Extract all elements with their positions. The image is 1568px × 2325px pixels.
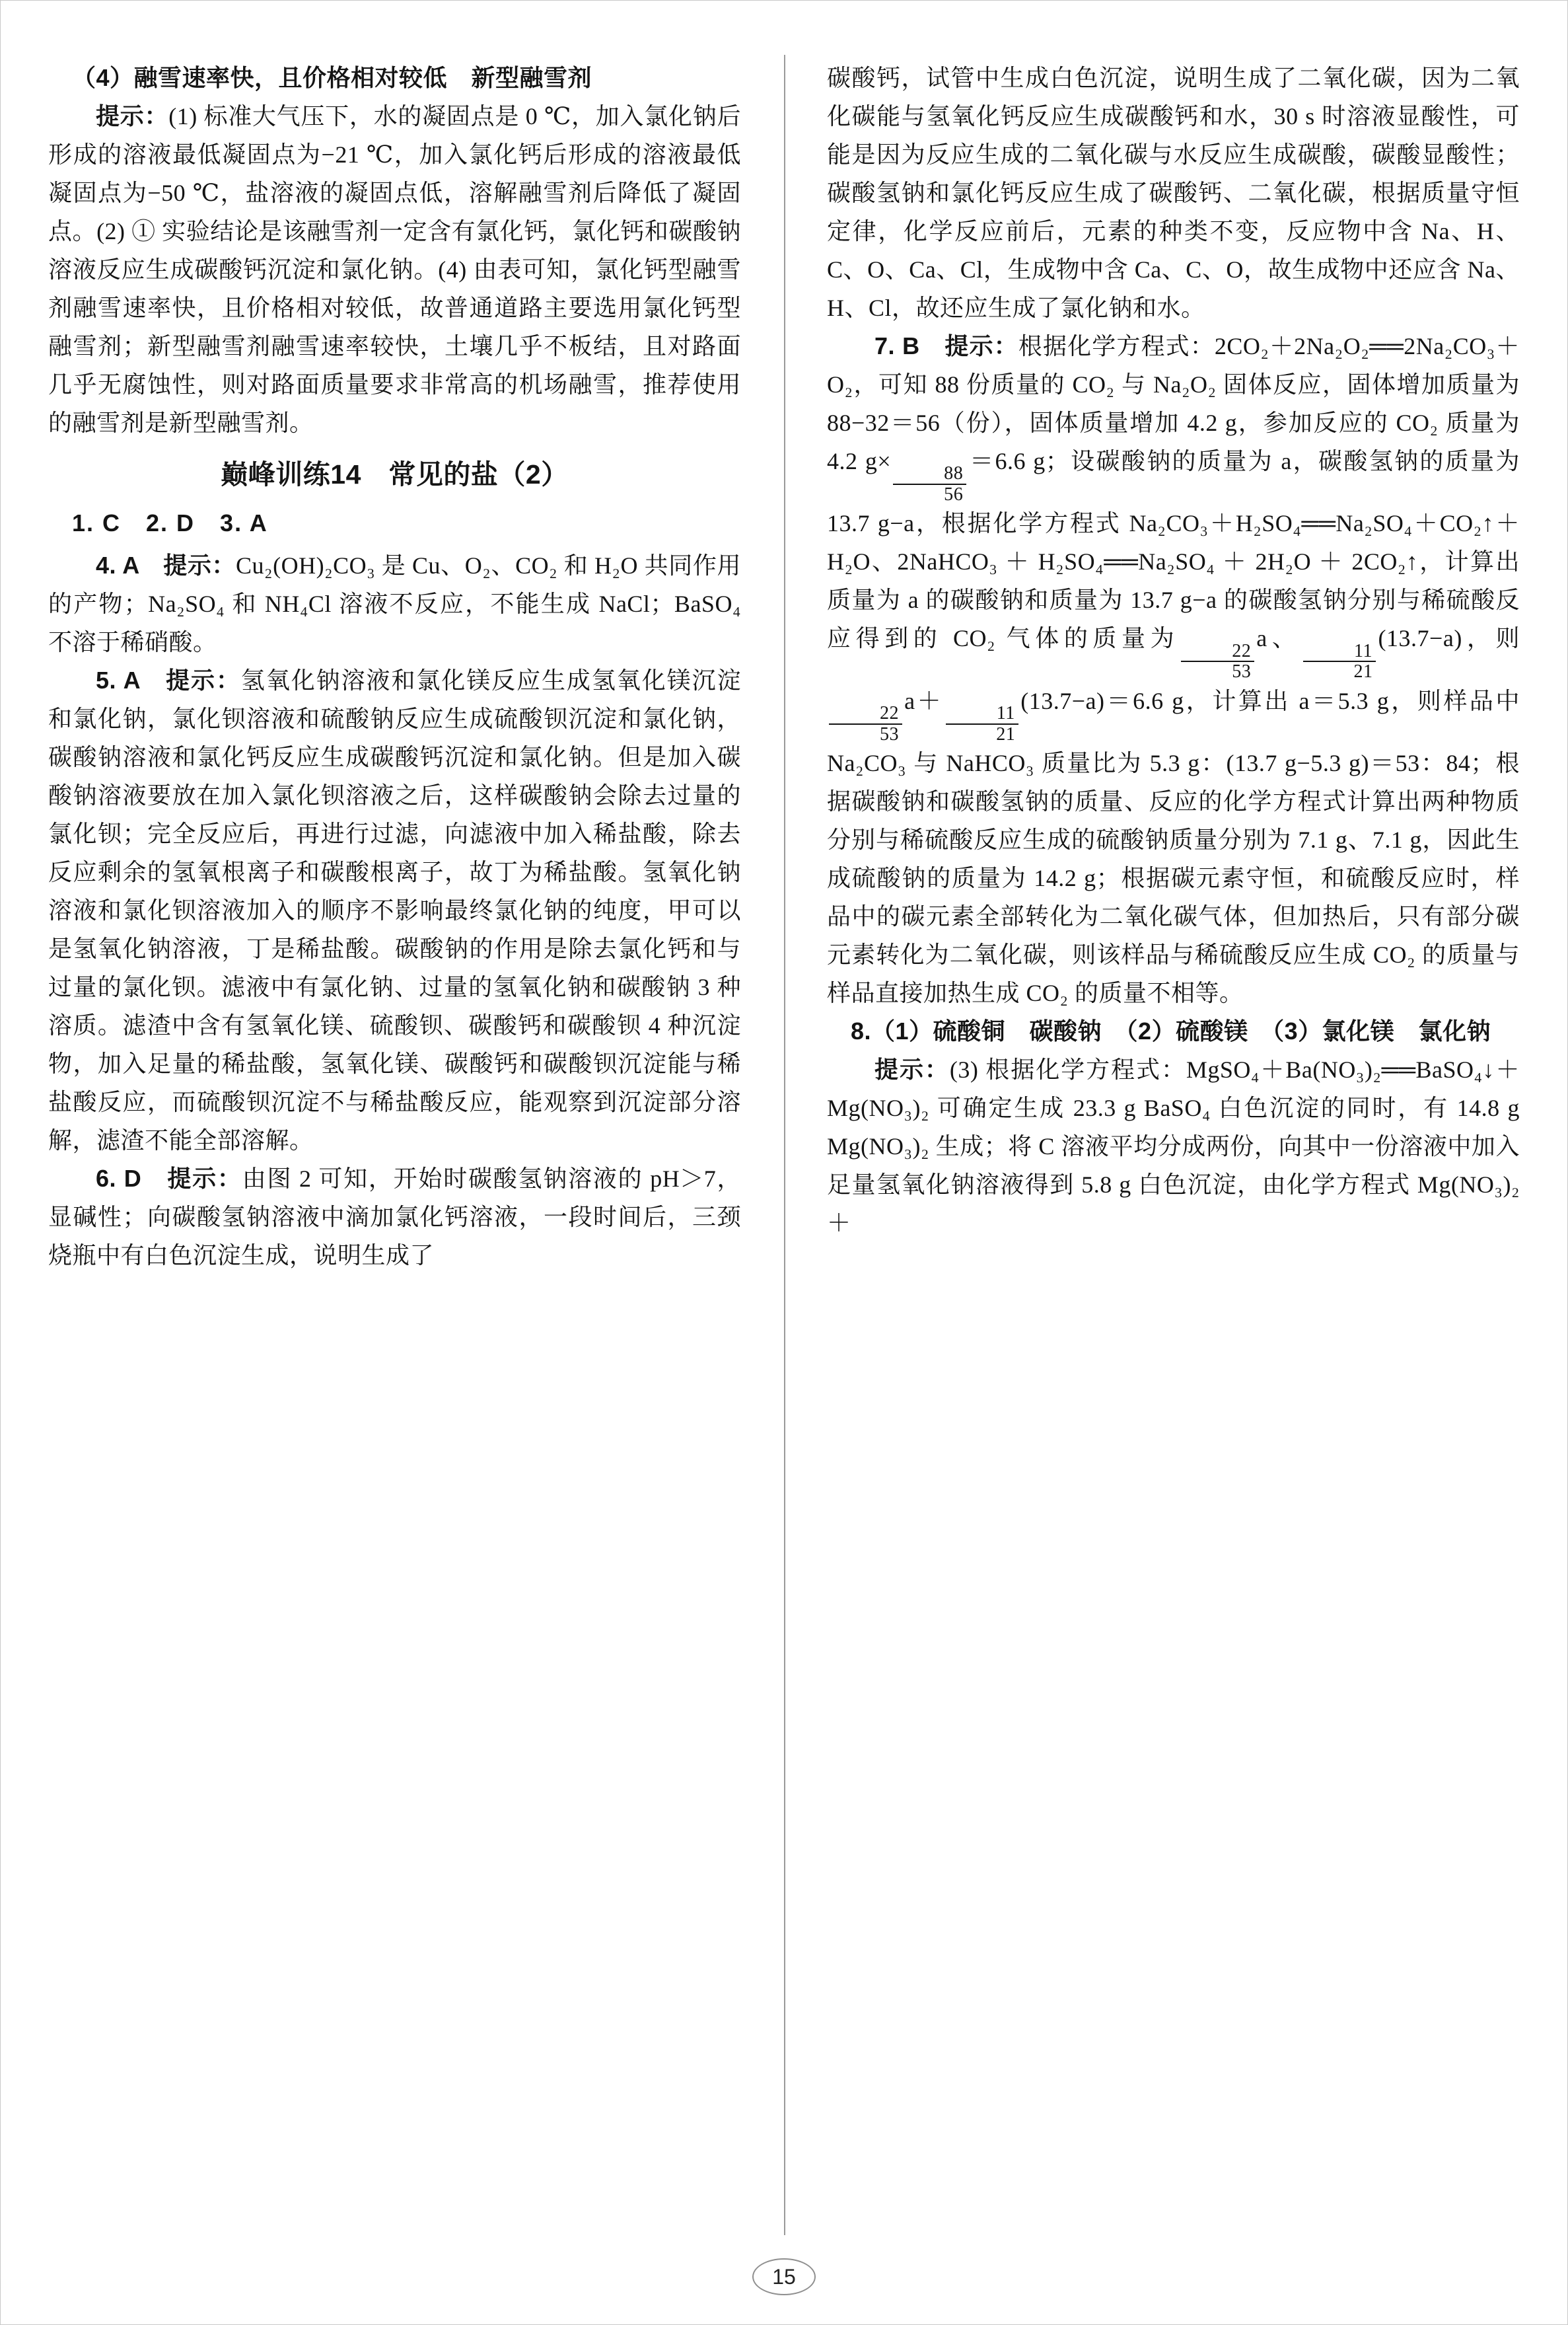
- bold-text-run: 巅峰训练14 常见的盐（2）: [221, 459, 569, 490]
- bold-text-run: 6. D 提示：: [96, 1165, 242, 1192]
- fraction-denominator: 21: [996, 723, 1016, 745]
- bold-text-run: 8.（1）硫酸铜 碳酸钠 （2）硫酸镁 （3）氯化镁 氯化钠: [851, 1017, 1491, 1045]
- fraction-denominator: 21: [1353, 661, 1373, 683]
- column-divider: [784, 55, 785, 2235]
- answer-q4-snow-agent: [48, 59, 741, 97]
- hint-q4-snow-agent: [48, 97, 741, 442]
- hint-q8: [827, 1051, 1520, 1242]
- fraction-denominator: 53: [880, 723, 900, 745]
- answer-hint-q6: [48, 1160, 741, 1274]
- fraction-numerator: 88: [893, 464, 966, 484]
- bold-text-run: 提示：: [874, 1056, 950, 1084]
- bold-text-run: 提示：: [96, 102, 169, 129]
- section-heading-training-14: [48, 451, 741, 498]
- page-number-label: 15: [772, 2264, 796, 2289]
- inline-fraction: [945, 704, 1018, 744]
- text-run: 由图 2 可知，开始时碳酸氢钠溶液的 pH＞7，显碱性；向碳酸氢钠溶液中滴加氯化钙溶液，一段时间后，三颈烧瓶中有白色沉淀生成，说明生成了: [48, 1165, 741, 1269]
- answer-hint-q4: [48, 546, 741, 661]
- text-run: (13.7−a)＝6.6 g，计算出 a＝5.3 g，则样品中 Na₂CO₃ 与 NaHCO₃ 质量比为 5.3 g：(13.7 g−5.3 g)＝53：84；根据碳酸钠和碳酸氢钠的质量、反应的化学方程式计算出两种物质分别与稀硫酸反应生成的硫酸钠质量分别为 7.1 g、7.1 g，因此生成硫酸钠的质量为 14.2 g；根据碳元素守恒，和硫酸反应时，样品中的碳元素全部转化为二氧化碳气体，但加热后，只有部分碳元素转化为二氧化碳，则该样品与稀硫酸反应生成 CO₂ 的质量与样品直接加热生成 CO₂ 的质量不相等。: [827, 687, 1520, 1007]
- right-column: [827, 59, 1520, 1274]
- text-run: (3) 根据化学方程式：MgSO₄＋Ba(NO₃)₂══BaSO₄↓＋Mg(NO₃)₂ 可确定生成 23.3 g BaSO₄ 白色沉淀的同时，有 14.8 g Mg(NO₃)₂ 生成；将 C 溶液平均分成两份，向其中一份溶液中加入足量氢氧化钠溶液得到 5.8 g 白色沉淀，由化学方程式 Mg(NO₃)₂＋: [827, 1056, 1520, 1237]
- bold-text-run: （4）融雪速率快，且价格相对较低 新型融雪剂: [72, 64, 592, 91]
- inline-fraction: [829, 704, 902, 744]
- hint-q6-continuation: [827, 59, 1520, 327]
- text-run: (13.7−a)，则: [1378, 625, 1520, 652]
- text-run: 根据化学方程式：2CO₂＋2Na₂O₂══2Na₂CO₃＋O₂，可知 88 份质量的 CO₂ 与 Na₂O₂ 固体反应，固体增加质量为 88−32＝56（份），固体质量增加 4.2 g，参加反应的 CO₂ 质量为 4.2 g×: [827, 333, 1520, 474]
- fraction-numerator: 22: [1181, 642, 1254, 662]
- text-run: Cu₂(OH)₂CO₃ 是 Cu、O₂、CO₂ 和 H₂O 共同作用的产物；Na₂SO₄ 和 NH₄Cl 溶液不反应，不能生成 NaCl；BaSO₄ 不溶于稀硝酸。: [48, 552, 741, 655]
- answers-q1-to-q3: [48, 504, 741, 542]
- fraction-numerator: 11: [1303, 642, 1376, 662]
- answer-hint-q5: [48, 661, 741, 1160]
- bold-text-run: 7. B 提示：: [874, 332, 1018, 359]
- fraction-numerator: 11: [946, 704, 1018, 724]
- text-run: a＋: [904, 687, 944, 714]
- text-run: (1) 标准大气压下，水的凝固点是 0 ℃，加入氯化钠后形成的溶液最低凝固点为−21 ℃，加入氯化钙后形成的溶液最低凝固点为−50 ℃，盐溶液的凝固点低，溶解融雪剂后降低了凝固点。(2) ① 实验结论是该融雪剂一定含有氯化钙，氯化钙和碳酸钠溶液反应生成碳酸钙沉淀和氯化钠。(4) 由表可知，氯化钙型融雪剂融雪速率快，且价格相对较低，故普通道路主要选用氯化钙型融雪剂；新型融雪剂融雪速率较快，土壤几乎不板结，且对路面几乎无腐蚀性，则对路面质量要求非常高的机场融雪，推荐使用的融雪剂是新型融雪剂。: [48, 103, 741, 436]
- inline-fraction: [893, 464, 966, 504]
- text-run: a、: [1256, 625, 1301, 652]
- bold-text-run: 5. A 提示：: [96, 667, 241, 694]
- answer-q8: [827, 1012, 1520, 1051]
- page-number-badge: [752, 2258, 816, 2295]
- answer-hint-q7: [827, 327, 1520, 1012]
- fraction-denominator: 56: [944, 484, 964, 505]
- left-column: [48, 59, 741, 1274]
- inline-fraction: [1181, 642, 1254, 682]
- text-run: 氢氧化钠溶液和氯化镁反应生成氢氧化镁沉淀和氯化钠，氯化钡溶液和硫酸钠反应生成硫酸钡沉淀和氯化钠，碳酸钠溶液和氯化钙反应生成碳酸钙沉淀和氯化钠。但是加入碳酸钠溶液要放在加入氯化钡溶液之后，这样碳酸钠会除去过量的氯化钡；完全反应后，再进行过滤，向滤液中加入稀盐酸，除去反应剩余的氢氧根离子和碳酸根离子，故丁为稀盐酸。氢氧化钠溶液和氯化钡溶液加入的顺序不影响最终氯化钠的纯度，甲可以是氢氧化钠溶液，丁是稀盐酸。碳酸钠的作用是除去氯化钙和与过量的氯化钡。滤液中有氯化钠、过量的氢氧化钠和碳酸钠 3 种溶质。滤渣中含有氢氧化镁、硫酸钡、碳酸钙和碳酸钡 4 种沉淀物，加入足量的稀盐酸，氢氧化镁、碳酸钙和碳酸钡沉淀能与稀盐酸反应，而硫酸钡沉淀不与稀盐酸反应，能观察到沉淀部分溶解，滤渣不能全部溶解。: [48, 667, 741, 1154]
- bold-text-run: 1. C 2. D 3. A: [72, 509, 268, 536]
- inline-fraction: [1302, 642, 1376, 682]
- fraction-numerator: 22: [829, 704, 902, 724]
- fraction-denominator: 53: [1232, 661, 1252, 683]
- text-run: 碳酸钙，试管中生成白色沉淀，说明生成了二氧化碳，因为二氧化碳能与氢氧化钙反应生成碳酸钙和水，30 s 时溶液显酸性，可能是因为反应生成的二氧化碳与水反应生成碳酸，碳酸显酸性；碳酸氢钠和氯化钙反应生成了碳酸钙、二氧化碳，根据质量守恒定律，化学反应前后，元素的种类不变，反应物中含 Na、H、C、O、Ca、Cl，生成物中含 Ca、C、O，故生成物中还应含 Na、H、Cl，故还应生成了氯化钠和水。: [827, 65, 1520, 321]
- bold-text-run: 4. A 提示：: [96, 552, 236, 579]
- text-run: ＝6.6 g；设碳酸钠的质量为 a，碳酸氢钠的质量为 13.7 g−a，根据化学方程式 Na₂CO₃＋H₂SO₄══Na₂SO₄＋CO₂↑＋H₂O、2NaHCO₃ ＋ H₂SO₄══Na₂SO₄ ＋ 2H₂O ＋ 2CO₂↑，计算出质量为 a 的碳酸钠和质量为 13.7 g−a 的碳酸氢钠分别与稀硫酸反应得到的 CO₂ 气体的质量为: [827, 448, 1520, 652]
